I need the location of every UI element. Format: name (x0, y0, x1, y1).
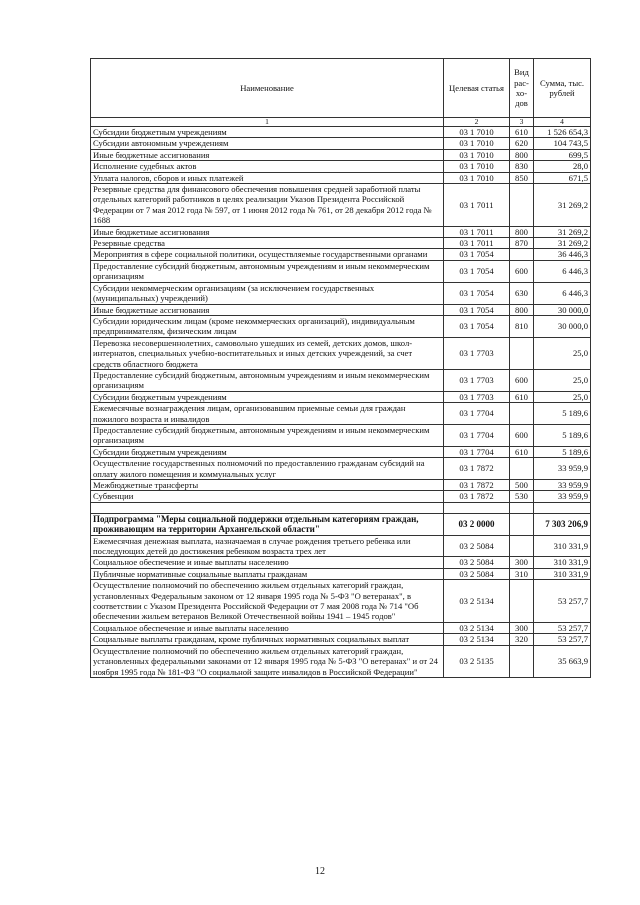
row-expense-type (510, 403, 534, 425)
header-name: Наименование (91, 59, 444, 118)
row-sum: 699,5 (534, 149, 591, 160)
row-expense-type: 600 (510, 369, 534, 391)
table-row (91, 446, 591, 457)
row-name: Публичные нормативные социальные выплаты гражданам (91, 568, 444, 579)
row-expense-type: 620 (510, 138, 534, 149)
row-target-code: 03 2 5084 (444, 535, 510, 557)
table-row (91, 391, 591, 402)
spacer-cell (444, 502, 510, 513)
row-name: Осуществление полномочий по обеспечению жильем отдельных категорий граждан, установленных федеральными законами от 12 января 1995 года № 5-ФЗ "О ветеранах" и от 24 ноября 1995 года № 181-ФЗ "О социальной защите инвалидов в Российской Федерации" (91, 645, 444, 677)
row-sum: 31 269,2 (534, 226, 591, 237)
row-name: Иные бюджетные ассигнования (91, 304, 444, 315)
column-number: 4 (534, 118, 591, 127)
row-target-code: 03 1 7703 (444, 337, 510, 369)
spacer-cell (91, 502, 444, 513)
row-name: Предоставление субсидий бюджетным, автономным учреждениям и иным некоммерческим организациям (91, 424, 444, 446)
row-expense-type: 320 (510, 634, 534, 645)
row-name: Предоставление субсидий бюджетным, автономным учреждениям и иным некоммерческим организациям (91, 369, 444, 391)
row-target-code: 03 1 7054 (444, 304, 510, 315)
table-row (91, 557, 591, 568)
row-name: Социальное обеспечение и иные выплаты населению (91, 557, 444, 568)
row-sum: 35 663,9 (534, 645, 591, 677)
row-name: Мероприятия в сфере социальной политики, осуществляемые государственными органами (91, 249, 444, 260)
row-name: Социальные выплаты гражданам, кроме публичных нормативных социальных выплат (91, 634, 444, 645)
table-row (91, 138, 591, 149)
table-row (91, 260, 591, 282)
row-sum: 7 303 206,9 (534, 513, 591, 535)
row-name: Осуществление полномочий по обеспечению жильем отдельных категорий граждан, установленных Федеральным законом от 12 января 1995 года № 5-ФЗ "О ветеранах", в соответствии с Указом Президента Российской Федерации от 7 мая 2008 года № 714 "Об обеспечении жильем ветеранов Великой Отечественной войны 1941 – 1945 годов" (91, 580, 444, 623)
row-sum: 310 331,9 (534, 535, 591, 557)
row-expense-type: 610 (510, 127, 534, 138)
table-row (91, 226, 591, 237)
table-row (91, 304, 591, 315)
table-row (91, 172, 591, 183)
row-target-code: 03 1 7054 (444, 260, 510, 282)
row-target-code: 03 2 5134 (444, 634, 510, 645)
row-target-code: 03 1 7011 (444, 238, 510, 249)
row-target-code: 03 2 5135 (444, 645, 510, 677)
row-sum: 33 959,9 (534, 480, 591, 491)
table-row (91, 282, 591, 304)
column-number: 2 (444, 118, 510, 127)
row-sum: 28,0 (534, 161, 591, 172)
row-sum: 25,0 (534, 391, 591, 402)
row-expense-type: 610 (510, 391, 534, 402)
row-name: Уплата налогов, сборов и иных платежей (91, 172, 444, 183)
row-name: Резервные средства для финансового обеспечения повышения средней заработной платы отдельных категорий работников в целях реализации Указов Президента Российской Федерации от 7 мая 2012 года № 597, от 1 июня 2012 года № 761, от 28 декабря 2012 года № 1688 (91, 184, 444, 227)
table-row (91, 580, 591, 623)
row-name: Резервные средства (91, 238, 444, 249)
row-name: Ежемесячные вознаграждения лицам, организовавшим приемные семьи для граждан пожилого возраста и инвалидов (91, 403, 444, 425)
row-target-code: 03 1 7010 (444, 172, 510, 183)
table-row (91, 634, 591, 645)
row-target-code: 03 1 7010 (444, 138, 510, 149)
row-name: Исполнение судебных актов (91, 161, 444, 172)
row-target-code: 03 2 0000 (444, 513, 510, 535)
row-target-code: 03 1 7054 (444, 315, 510, 337)
spacer-cell (534, 502, 591, 513)
table-header-row (91, 59, 591, 118)
row-expense-type: 600 (510, 260, 534, 282)
row-expense-type: 630 (510, 282, 534, 304)
row-name: Межбюджетные трансферты (91, 480, 444, 491)
header-sum: Сумма, тыс. рублей (534, 59, 591, 118)
row-sum: 6 446,3 (534, 260, 591, 282)
row-name: Ежемесячная денежная выплата, назначаемая в случае рождения третьего ребенка или последующих детей до достижения ребенком возраста трех лет (91, 535, 444, 557)
row-name: Социальное обеспечение и иные выплаты населению (91, 622, 444, 633)
row-name: Перевозка несовершеннолетних, самовольно ушедших из семей, детских домов, школ-интернатов, специальных учебно-воспитательных и иных детских учреждений, за счет средств областного бюджета (91, 337, 444, 369)
row-target-code: 03 1 7011 (444, 184, 510, 227)
row-target-code: 03 1 7703 (444, 391, 510, 402)
row-sum: 310 331,9 (534, 568, 591, 579)
row-sum: 31 269,2 (534, 184, 591, 227)
row-sum: 1 526 654,3 (534, 127, 591, 138)
table-row (91, 249, 591, 260)
row-target-code: 03 2 5084 (444, 557, 510, 568)
table-row (91, 315, 591, 337)
spacer-row (91, 502, 591, 513)
row-target-code: 03 2 5134 (444, 580, 510, 623)
row-sum: 30 000,0 (534, 304, 591, 315)
row-sum: 30 000,0 (534, 315, 591, 337)
table-row (91, 149, 591, 160)
header-target: Целевая статья (444, 59, 510, 118)
row-expense-type: 610 (510, 446, 534, 457)
row-expense-type: 600 (510, 424, 534, 446)
table-row (91, 491, 591, 502)
row-expense-type (510, 458, 534, 480)
row-name: Субсидии юридическим лицам (кроме некоммерческих организаций), индивидуальным предпринимателям, физическим лицам (91, 315, 444, 337)
row-name: Иные бюджетные ассигнования (91, 226, 444, 237)
row-expense-type: 800 (510, 304, 534, 315)
table-row (91, 458, 591, 480)
row-target-code: 03 2 5134 (444, 622, 510, 633)
column-number: 3 (510, 118, 534, 127)
row-name: Субсидии бюджетным учреждениям (91, 446, 444, 457)
row-name: Субсидии автономным учреждениям (91, 138, 444, 149)
row-name: Подпрограмма "Меры социальной поддержки отдельным категориям граждан, проживающим на территории Архангельской области" (91, 513, 444, 535)
table-row (91, 513, 591, 535)
row-name: Субвенции (91, 491, 444, 502)
row-target-code: 03 1 7703 (444, 369, 510, 391)
row-expense-type: 310 (510, 568, 534, 579)
table-row (91, 480, 591, 491)
row-sum: 671,5 (534, 172, 591, 183)
row-sum: 5 189,6 (534, 403, 591, 425)
table-row (91, 403, 591, 425)
row-expense-type: 830 (510, 161, 534, 172)
row-sum: 53 257,7 (534, 580, 591, 623)
budget-table (90, 58, 591, 678)
row-sum: 5 189,6 (534, 446, 591, 457)
table-row (91, 622, 591, 633)
row-sum: 310 331,9 (534, 557, 591, 568)
row-target-code: 03 1 7872 (444, 480, 510, 491)
row-sum: 5 189,6 (534, 424, 591, 446)
row-name: Осуществление государственных полномочий по предоставлению гражданам субсидий на оплату жилого помещения и коммунальных услуг (91, 458, 444, 480)
budget-document (90, 58, 590, 678)
table-row (91, 535, 591, 557)
column-number-row (91, 118, 591, 127)
row-target-code: 03 1 7054 (444, 249, 510, 260)
row-sum: 104 743,5 (534, 138, 591, 149)
row-sum: 53 257,7 (534, 622, 591, 633)
table-row (91, 645, 591, 677)
table-row (91, 568, 591, 579)
row-sum: 33 959,9 (534, 491, 591, 502)
row-sum: 31 269,2 (534, 238, 591, 249)
spacer-cell (510, 502, 534, 513)
row-sum: 36 446,3 (534, 249, 591, 260)
page-number: 12 (315, 866, 325, 877)
row-target-code: 03 1 7054 (444, 282, 510, 304)
row-expense-type: 300 (510, 622, 534, 633)
row-sum: 6 446,3 (534, 282, 591, 304)
row-expense-type: 870 (510, 238, 534, 249)
row-expense-type: 800 (510, 226, 534, 237)
row-expense-type: 500 (510, 480, 534, 491)
table-row (91, 337, 591, 369)
row-target-code: 03 1 7011 (444, 226, 510, 237)
row-expense-type: 530 (510, 491, 534, 502)
row-expense-type (510, 513, 534, 535)
column-number: 1 (91, 118, 444, 127)
table-row (91, 184, 591, 227)
row-sum: 25,0 (534, 337, 591, 369)
row-name: Субсидии бюджетным учреждениям (91, 391, 444, 402)
row-expense-type (510, 535, 534, 557)
row-sum: 33 959,9 (534, 458, 591, 480)
row-target-code: 03 1 7010 (444, 127, 510, 138)
table-row (91, 238, 591, 249)
row-name: Предоставление субсидий бюджетным, автономным учреждениям и иным некоммерческим организациям (91, 260, 444, 282)
row-name: Субсидии некоммерческим организациям (за исключением государственных (муниципальных) учреждений) (91, 282, 444, 304)
row-sum: 25,0 (534, 369, 591, 391)
row-target-code: 03 1 7010 (444, 149, 510, 160)
row-expense-type: 850 (510, 172, 534, 183)
row-expense-type (510, 337, 534, 369)
table-row (91, 127, 591, 138)
row-name: Субсидии бюджетным учреждениям (91, 127, 444, 138)
row-target-code: 03 1 7010 (444, 161, 510, 172)
row-expense-type: 810 (510, 315, 534, 337)
row-expense-type (510, 249, 534, 260)
row-target-code: 03 2 5084 (444, 568, 510, 579)
row-target-code: 03 1 7704 (444, 403, 510, 425)
row-sum: 53 257,7 (534, 634, 591, 645)
row-target-code: 03 1 7704 (444, 424, 510, 446)
row-expense-type (510, 580, 534, 623)
row-target-code: 03 1 7872 (444, 458, 510, 480)
row-expense-type (510, 184, 534, 227)
row-name: Иные бюджетные ассигнования (91, 149, 444, 160)
row-target-code: 03 1 7872 (444, 491, 510, 502)
row-expense-type: 300 (510, 557, 534, 568)
row-expense-type (510, 645, 534, 677)
header-type: Вид рас-хо-дов (510, 59, 534, 118)
table-row (91, 424, 591, 446)
table-row (91, 369, 591, 391)
table-row (91, 161, 591, 172)
row-target-code: 03 1 7704 (444, 446, 510, 457)
row-expense-type: 800 (510, 149, 534, 160)
